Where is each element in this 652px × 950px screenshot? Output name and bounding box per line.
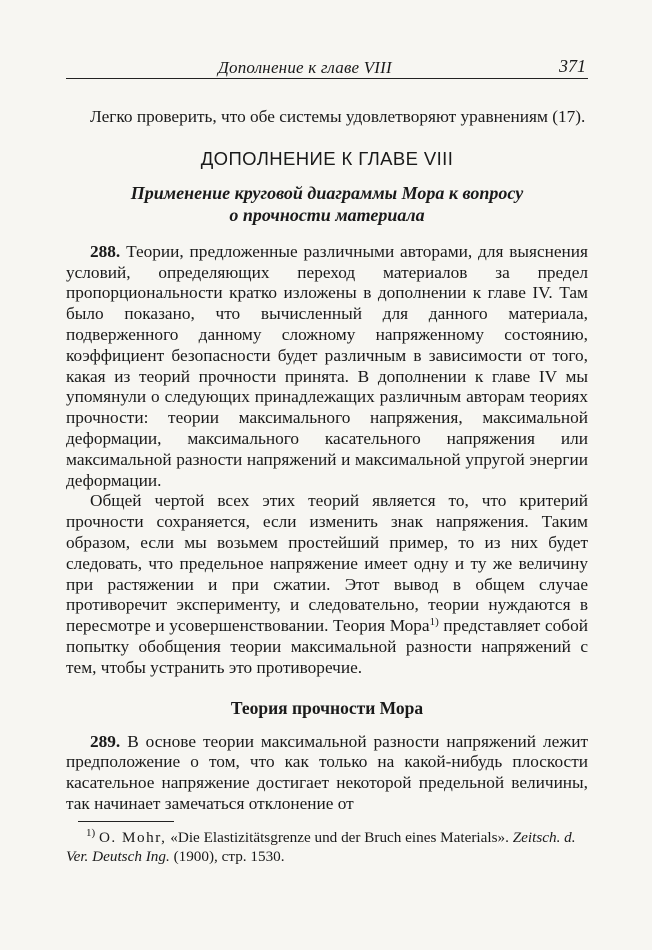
footnote-journal: Zeitsch. d. Ver. Deutsch Ing.	[66, 828, 576, 865]
subtitle-line-2: о прочности материала	[229, 204, 425, 225]
footnote-tail: (1900), стр. 1530.	[173, 847, 285, 865]
paragraph-common-text-a: Общей чертой всех этих теорий является то, что критерий прочности сохраняется, если изменить знак напряжения. Таким образом, если мы возьмем простейший пример, то из них будет следовать, что предельное напряжение имеет одну и ту же величину при растяжении и при сжатии. Этот вывод в общем случае противоречит эксперименту, и следовательно, теории нуждаются в пересмотре и усовершенствовании. Теория Мора	[66, 491, 588, 636]
appendix-heading: ДОПОЛНЕНИЕ К ГЛАВЕ VIII	[200, 147, 454, 169]
subtitle-line-1: Применение круговой диаграммы Мора к вопросу	[130, 182, 524, 203]
paragraph-289	[66, 732, 588, 815]
intro-paragraph: Легко проверить, что обе системы удовлетворяют уравнениям (17).	[90, 107, 586, 126]
paragraph-289-text: В основе теории максимальной разности напряжений лежит предположение о том, что как только на какой-нибудь плоскости касательное напряжение достигает некоторой предельной величины, так начинает замечаться отклонение от	[66, 731, 589, 813]
running-header	[66, 52, 588, 79]
paragraph-number-289: 289.	[90, 731, 121, 751]
appendix-subtitle	[66, 182, 588, 226]
running-title: Дополнение к главе VIII	[218, 58, 392, 77]
paragraph-common-text-b: представляет собой попытку обобщения теории максимальной разности напряжений с тем, чтобы устранить это противоречие.	[66, 616, 588, 677]
footnote-title: «Die Elastizitätsgrenze und der Bruch eines Materials».	[170, 828, 509, 846]
paragraph-288-text: Теории, предложенные различными авторами, для выяснения условий, определяющих переход материалов за предел пропорциональности кратко изложены в дополнении к главе IV. Там было показано, что вычисленный для данного материала, подверженного данному сложному напряженному состоянию, коэффициент безопасности будет различным в зависимости от того, какая из теорий прочности принята. В дополнении к главе IV мы упомянули о следующих принадлежащих различным авторам теориях прочности: теории максимального напряжения, максимальной деформации, максимального касательного напряжения или максимальной разности напряжений и максимальной упругой энергии деформации.	[66, 241, 588, 490]
book-page	[66, 52, 588, 866]
footnote-author: O. Mohr,	[98, 828, 167, 846]
page-number: 371	[559, 56, 586, 76]
paragraph-common-feature	[66, 491, 588, 678]
paragraph-number-288: 288.	[90, 241, 121, 261]
paragraph-288	[66, 242, 588, 492]
footnote	[66, 828, 588, 866]
footnote-reference[interactable]: 1)	[429, 616, 439, 629]
footnote-mark: 1)	[86, 826, 96, 839]
footnote-divider	[78, 821, 174, 822]
section-heading: Теория прочности Мора	[230, 697, 424, 718]
